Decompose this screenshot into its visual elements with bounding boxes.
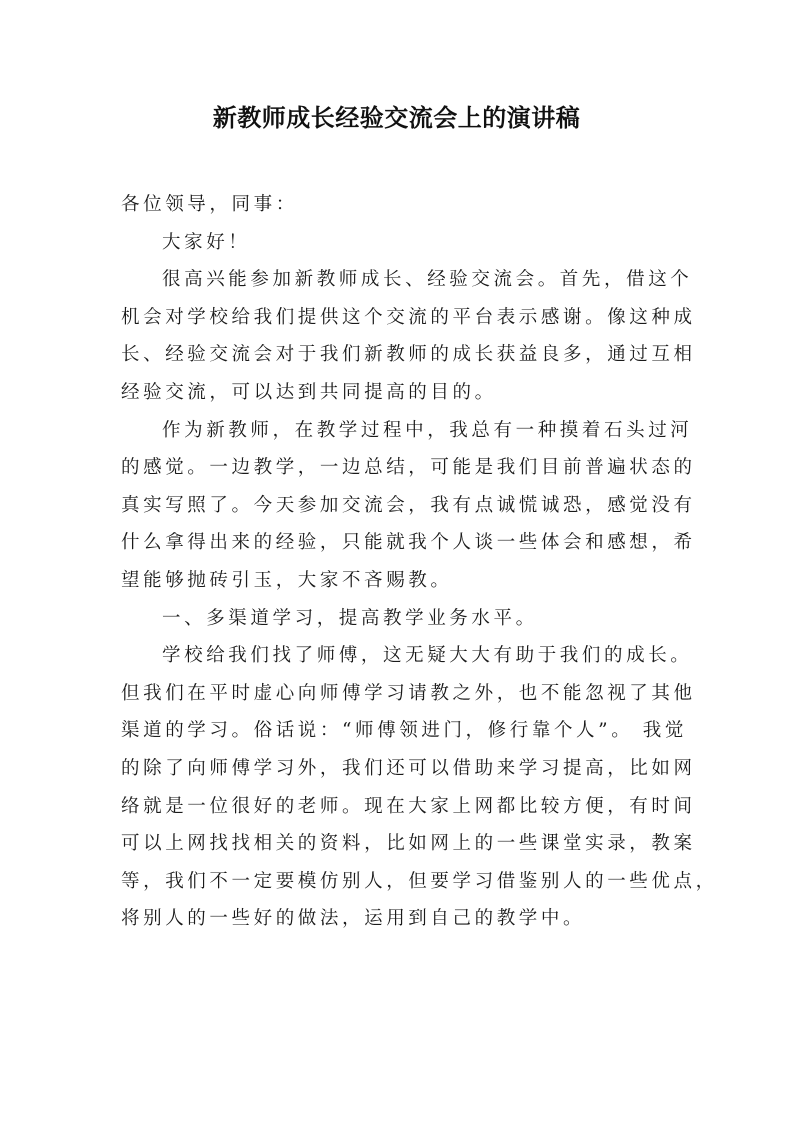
paragraph-3-line-3: 渠道的学习。俗话说：“师傅领进门，修行靠个人”。 我觉 [121,720,687,742]
paragraph-3-line-6: 可以上网找找相关的资料，比如网上的一些课堂实录，教案 [121,833,696,855]
paragraph-1-line-4: 经验交流，可以达到共同提高的目的。 [121,381,497,403]
paragraph-1-line-3: 长、经验交流会对于我们新教师的成长获益良多，通过互相 [121,344,696,366]
paragraph-3-line-4: 的除了向师傅学习外，我们还可以借助来学习提高，比如网 [121,757,696,779]
paragraph-2-line-1: 作为新教师，在教学过程中，我总有一种摸着石头过河 [162,419,693,441]
section-heading-1: 一、多渠道学习，提高教学业务水平。 [162,607,538,629]
paragraph-2-line-4: 什么拿得出来的经验，只能就我个人谈一些体会和感想，希 [121,532,696,554]
paragraph-3-line-7: 等，我们不一定要模仿别人，但要学习借鉴别人的一些优点， [121,870,718,892]
paragraph-1-line-1: 很高兴能参加新教师成长、经验交流会。首先，借这个 [162,269,693,291]
greeting: 大家好！ [162,231,251,253]
document-title: 新教师成长经验交流会上的演讲稿 [212,104,581,132]
paragraph-1-line-2: 机会对学校给我们提供这个交流的平台表示感谢。像这种成 [121,306,696,328]
document-body [121,186,718,938]
paragraph-2-line-5: 望能够抛砖引玉，大家不吝赐教。 [121,569,453,591]
paragraph-2-line-3: 真实写照了。今天参加交流会，我有点诚慌诚恐，感觉没有 [121,494,696,516]
salutation: 各位领导，同事： [121,194,298,215]
paragraph-3-line-1: 学校给我们找了师傅，这无疑大大有助于我们的成长。 [162,645,693,667]
paragraph-3-line-5: 络就是一位很好的老师。现在大家上网都比较方便，有时间 [121,795,696,817]
paragraph-3-line-2: 但我们在平时虚心向师傅学习请教之外，也不能忽视了其他 [121,682,696,704]
paragraph-3-line-8: 将别人的一些好的做法，运用到自己的教学中。 [121,908,586,930]
paragraph-2-line-2: 的感觉。一边教学，一边总结，可能是我们目前普遍状态的 [121,457,696,479]
